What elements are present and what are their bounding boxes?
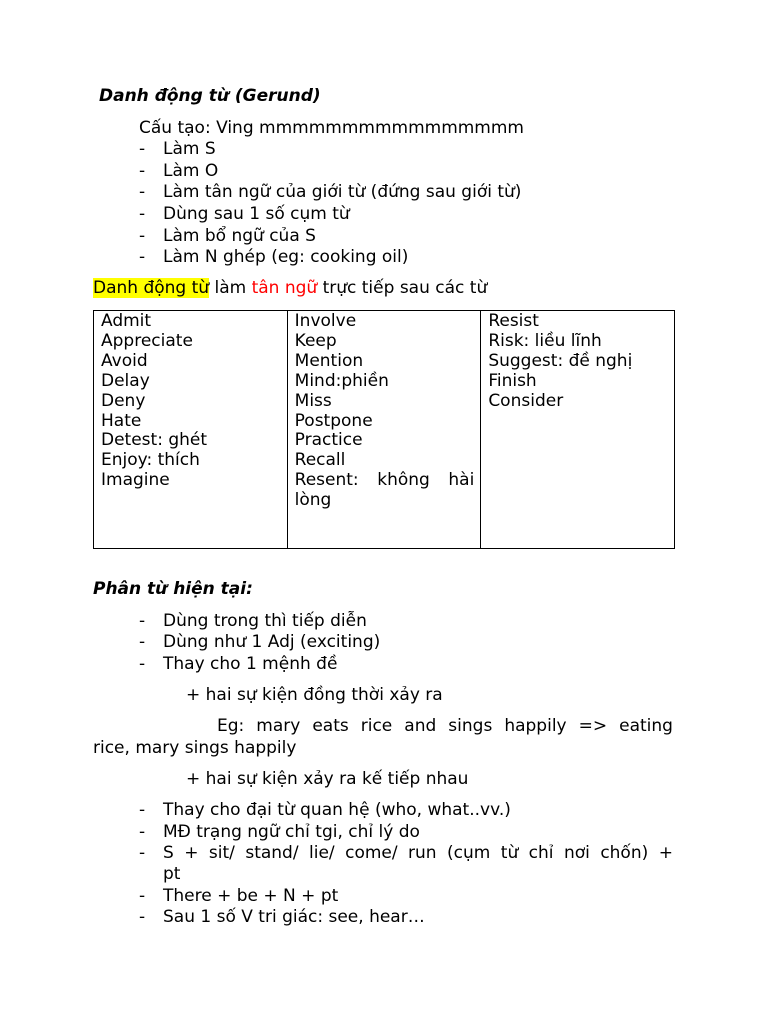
word: nơi <box>563 843 590 863</box>
list-item-justified <box>163 843 673 864</box>
list-bullet: - <box>139 247 146 267</box>
example-line <box>217 716 673 737</box>
word: hài <box>448 470 475 491</box>
list-bullet: - <box>139 654 146 674</box>
verb-item: Hate <box>101 410 142 431</box>
gerund-verb-table <box>93 310 675 549</box>
word: + <box>184 843 199 863</box>
verb-item: Suggest: đề nghị <box>488 350 633 371</box>
list-bullet: - <box>139 886 146 906</box>
list-item-cont: pt <box>163 864 181 884</box>
verb-item: Detest: ghét <box>101 430 208 451</box>
verb-item: Risk: liều lĩnh <box>488 330 602 351</box>
gerund-heading: Danh động từ (Gerund) <box>99 86 321 106</box>
list-bullet: - <box>139 800 146 820</box>
word: come/ <box>345 843 398 863</box>
list-item: Dùng như 1 Adj (exciting) <box>163 632 381 652</box>
word: sings <box>448 716 493 736</box>
list-bullet: - <box>139 632 146 652</box>
word: S <box>163 843 174 863</box>
list-bullet: - <box>139 182 146 202</box>
word: (cụm <box>447 843 491 863</box>
list-item: MĐ trạng ngữ chỉ tgi, chỉ lý do <box>163 822 420 842</box>
verb-item: Recall <box>294 450 346 471</box>
word: không <box>377 470 430 491</box>
list-item: Dùng sau 1 số cụm từ <box>163 204 350 224</box>
table-cell-col3 <box>481 311 675 549</box>
gerund-object-intro <box>93 278 487 299</box>
verb-item: Miss <box>294 390 332 411</box>
verb-item-resent <box>295 471 475 491</box>
list-item: There + be + N + pt <box>163 886 339 906</box>
intro-text: làm <box>209 278 252 298</box>
word: => <box>578 716 608 736</box>
verb-item: Appreciate <box>101 330 193 351</box>
list-bullet: - <box>139 822 146 842</box>
list-item: Làm O <box>163 161 219 181</box>
word: stand/ <box>245 843 299 863</box>
verb-item: Admit <box>101 311 152 331</box>
list-bullet: - <box>139 611 146 631</box>
verb-item: Keep <box>294 330 337 351</box>
highlighted-term: Danh động từ <box>93 278 210 298</box>
verb-item: Deny <box>101 390 146 411</box>
word: and <box>404 716 437 736</box>
verb-item: Imagine <box>101 470 170 491</box>
verb-item: Finish <box>488 370 537 391</box>
participle-heading: Phân từ hiện tại: <box>93 579 253 599</box>
word: + <box>658 843 673 863</box>
word: sit/ <box>208 843 235 863</box>
verb-item: Avoid <box>101 350 148 371</box>
word: chốn) <box>600 843 649 863</box>
list-item: Làm tân ngữ của giới từ (đứng sau giới từ) <box>163 182 522 202</box>
list-item: Thay cho đại từ quan hệ (who, what..vv.) <box>163 800 511 820</box>
sub-point-simultaneous: + hai sự kiện đồng thời xảy ra <box>186 685 443 705</box>
table-cell-col2 <box>287 311 481 549</box>
verb-item: Consider <box>488 390 564 411</box>
list-item: Làm bổ ngữ của S <box>163 226 316 246</box>
table-cell-col1 <box>94 311 288 549</box>
word: eating <box>619 716 673 736</box>
list-item: Thay cho 1 mệnh đề <box>163 654 338 674</box>
list-bullet: - <box>139 843 146 863</box>
word: lie/ <box>309 843 335 863</box>
verb-item: Resist <box>488 311 539 331</box>
word: run <box>408 843 437 863</box>
intro-text-end: trực tiếp sau các từ <box>317 278 488 298</box>
word: eats <box>312 716 349 736</box>
list-bullet: - <box>139 161 146 181</box>
list-item: Làm S <box>163 139 216 159</box>
word: chỉ <box>528 843 554 863</box>
verb-item: Postpone <box>294 410 373 431</box>
verb-item: Practice <box>294 430 363 451</box>
word: Eg: <box>217 716 245 736</box>
list-item: Làm N ghép (eg: cooking oil) <box>163 247 409 267</box>
list-item: Sau 1 số V tri giác: see, hear… <box>163 907 425 927</box>
word: từ <box>500 843 519 863</box>
verb-item-resent-cont: lòng <box>294 490 332 511</box>
list-bullet: - <box>139 139 146 159</box>
verb-item: Enjoy: thích <box>101 450 200 471</box>
verb-item: Mention <box>294 350 364 371</box>
list-bullet: - <box>139 907 146 927</box>
verb-item: Delay <box>101 370 150 391</box>
verb-item: Mind:phiền <box>294 370 389 391</box>
word: mary <box>256 716 301 736</box>
word: rice <box>360 716 393 736</box>
word: Resent: <box>294 470 359 491</box>
sub-point-consecutive: + hai sự kiện xảy ra kế tiếp nhau <box>186 769 469 789</box>
table-row <box>94 311 675 549</box>
list-bullet: - <box>139 204 146 224</box>
verb-item: Involve <box>294 311 357 331</box>
list-bullet: - <box>139 226 146 246</box>
example-line-cont: rice, mary sings happily <box>93 738 297 758</box>
list-item: Dùng trong thì tiếp diễn <box>163 611 367 631</box>
word: happily <box>504 716 567 736</box>
red-term: tân ngữ <box>251 278 318 298</box>
gerund-structure: Cấu tạo: Ving mmmmmmmmmmmmmmmm <box>139 118 524 138</box>
